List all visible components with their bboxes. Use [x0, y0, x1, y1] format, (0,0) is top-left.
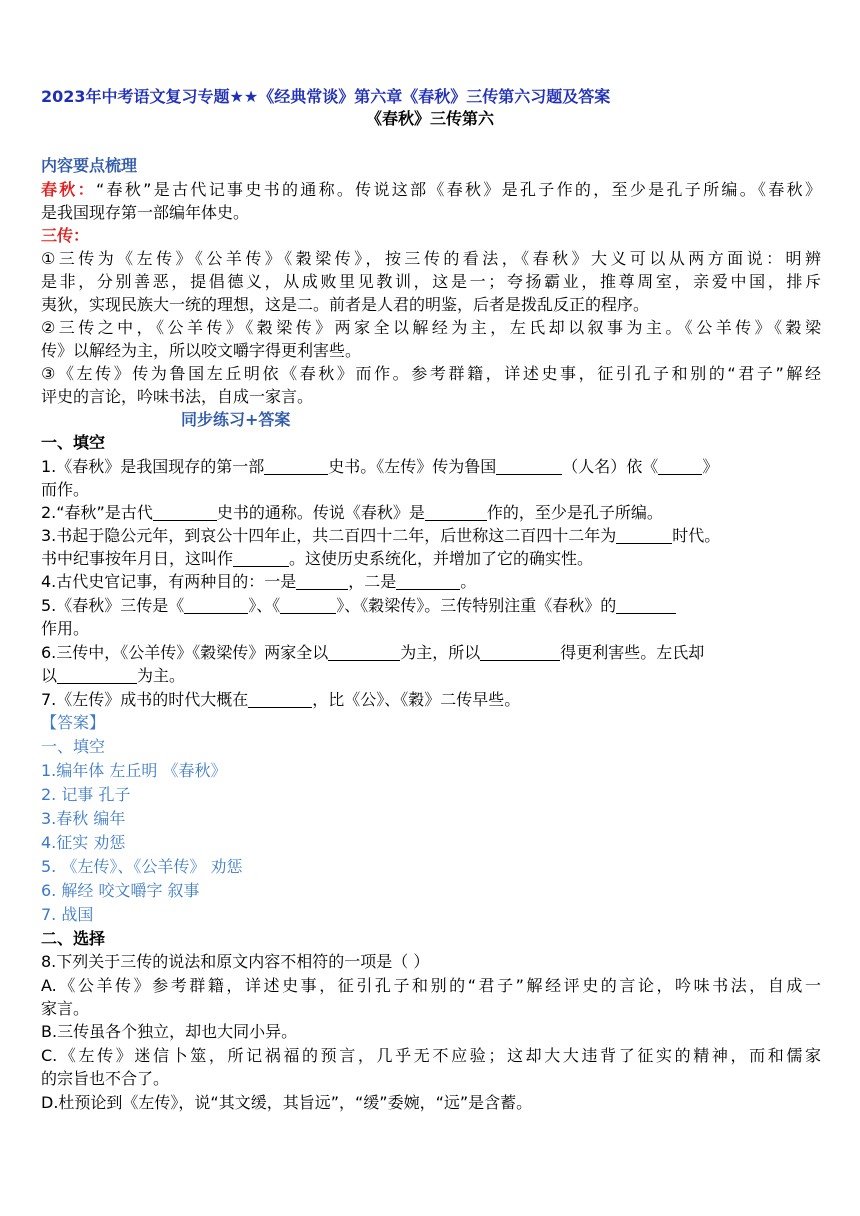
q2-blank-2[interactable] [425, 504, 487, 521]
question-3-line-1 [41, 524, 821, 547]
q1-blank-3[interactable] [658, 458, 702, 475]
q5-text-b: 》、《 [248, 596, 281, 615]
q4-text-c: 。 [460, 572, 477, 591]
option-d[interactable] [41, 1091, 821, 1114]
answer-6: 6. 解经 咬文嚼字 叙事 [41, 881, 200, 900]
question-7 [41, 688, 821, 711]
option-a-text-2: 家言。 [41, 999, 90, 1018]
answer-3: 3.春秋 编年 [41, 809, 126, 828]
answers-subheading: 一、填空 [41, 737, 106, 756]
question-6-line-1 [41, 641, 821, 664]
question-5-line-1 [41, 594, 821, 617]
q4-text-b: ，二是 [348, 572, 397, 591]
q3-text-b: 时代。 [672, 526, 721, 545]
q1-text-e: 而作。 [41, 480, 90, 499]
q1-blank-1[interactable] [264, 458, 328, 475]
sanzhuan-label: 三传： [41, 226, 90, 245]
practice-heading: 同步练习+答案 [181, 410, 291, 429]
option-b-label: B. [41, 1022, 58, 1041]
summary-p2-line-2: 传》以解经为主，所以咬文嚼字得更利害些。 [41, 341, 362, 360]
summary-heading: 内容要点梳理 [41, 156, 138, 175]
document-subtitle: 《春秋》三传第六 [365, 109, 494, 128]
q6-text-e: 为主。 [137, 666, 186, 685]
q5-text-c: 》、《穀梁传》。三传特别注重《春秋》的 [336, 596, 617, 615]
q1-text-a: 1.《春秋》是我国现存的第一部 [41, 457, 265, 476]
summary-p3-line-1: ③《左传》传为鲁国左丘明依《春秋》而作。参考群籍，详述史事，征引孔子和别的“君子”解经 [41, 364, 821, 383]
answer-2: 2. 记事 孔子 [41, 785, 131, 804]
q2-text-a: 2.“春秋”是古代 [41, 503, 153, 522]
option-c-line-1[interactable] [41, 1044, 821, 1067]
q4-text-a: 4.古代史官记事，有两种目的：一是 [41, 572, 297, 591]
summary-p2-line-1: ②三传之中，《公羊传》《穀梁传》两家全以解经为主，左氏却以叙事为主。《公羊传》《穀梁 [41, 318, 821, 337]
q1-text-b: 史书。《左传》传为鲁国 [328, 457, 497, 476]
chunqiu-line-1 [41, 178, 821, 201]
q6-blank-1[interactable] [328, 644, 400, 661]
option-c-text-2: 的宗旨也不合了。 [41, 1069, 170, 1088]
q6-text-d: 以 [41, 666, 58, 685]
q6-text-b: 为主，所以 [400, 643, 481, 662]
chunqiu-text-1: “春秋”是古代记事史书的通称。传说这部《春秋》是孔子作的，至少是孔子所编。《春秋》 [95, 180, 821, 199]
q3-text-a: 3.书起于隐公元年，到哀公十四年止，共二百四十二年，后世称这二百四十二年为 [41, 526, 617, 545]
choice-heading: 二、选择 [41, 929, 106, 948]
q5-blank-2[interactable] [280, 597, 336, 614]
answer-5: 5. 《左传》、《公羊传》 劝惩 [41, 857, 243, 876]
q5-blank-3[interactable] [616, 597, 676, 614]
q5-text-a: 5.《春秋》三传是《 [41, 596, 185, 615]
question-6-line-2 [41, 664, 821, 687]
q7-text-b: ，比《公》、《穀》二传早些。 [312, 690, 521, 709]
q2-blank-1[interactable] [153, 504, 217, 521]
summary-p3-line-2: 评史的言论，吟味书法，自成一家言。 [41, 387, 314, 406]
q3-text-c: 书中纪事按年月日，这叫作 [41, 549, 234, 568]
chunqiu-label: 春秋： [41, 180, 96, 199]
q5-blank-1[interactable] [184, 597, 248, 614]
q4-blank-2[interactable] [396, 573, 460, 590]
q2-text-b: 史书的通称。传说《春秋》是 [216, 503, 425, 522]
q7-blank-1[interactable] [248, 691, 312, 708]
q3-text-d: 。这使历史系统化，并增加了它的确实性。 [289, 549, 594, 568]
option-b-text: 三传虽各个独立，却也大同小异。 [57, 1022, 298, 1041]
answer-4: 4.征实 劝惩 [41, 833, 126, 852]
question-8: 8.下列关于三传的说法和原文内容不相符的一项是（ ） [41, 952, 430, 971]
document-title: 2023年中考语文复习专题★★《经典常谈》第六章《春秋》三传第六习题及答案 [41, 87, 611, 106]
q1-text-c: （人名）依《 [562, 457, 659, 476]
option-d-text: 杜预论到《左传》，说“其文缓，其旨远”，“缓”委婉，“远”是含蓄。 [58, 1093, 533, 1112]
q1-blank-2[interactable] [496, 458, 562, 475]
option-c-text-1: 《左传》迷信卜筮，所记祸福的预言，几乎无不应验；这却大大违背了征实的精神，而和儒家 [57, 1046, 821, 1065]
q4-blank-1[interactable] [296, 573, 348, 590]
answers-heading: 【答案】 [41, 713, 106, 732]
q7-text-a: 7.《左传》成书的时代大概在 [41, 690, 249, 709]
q6-blank-3[interactable] [57, 667, 137, 684]
q5-text-d: 作用。 [41, 619, 90, 638]
question-3-line-2 [41, 547, 821, 570]
question-1-line-1 [41, 455, 821, 478]
q6-text-a: 6.三传中，《公羊传》《穀梁传》两家全以 [41, 643, 329, 662]
option-a-text-1: 《公羊传》参考群籍，详述史事，征引孔子和别的“君子”解经评史的言论，吟味书法，自成一 [56, 976, 821, 995]
q6-blank-2[interactable] [480, 644, 560, 661]
q3-blank-2[interactable] [233, 550, 289, 567]
q2-text-c: 作的，至少是孔子所编。 [486, 503, 663, 522]
option-a-line-1[interactable] [41, 974, 821, 997]
summary-p1-line-3: 夷狄，实现民族大一统的理想，这是二。前者是人君的明鉴，后者是拨乱反正的程序。 [41, 295, 650, 314]
option-b[interactable] [41, 1020, 821, 1043]
option-a-label: A. [41, 976, 57, 995]
option-c-label: C. [41, 1046, 58, 1065]
answer-1: 1.编年体 左丘明 《春秋》 [41, 761, 227, 780]
summary-p1-line-2: 是非，分别善恶，提倡德义，从成败里见教训，这是一；夸扬霸业，推尊周室，亲爱中国，排斥 [41, 272, 821, 291]
summary-p1-line-1: ①三传为《左传》《公羊传》《穀梁传》，按三传的看法，《春秋》大义可以从两方面说：明辨 [41, 249, 821, 268]
option-d-label: D. [41, 1093, 59, 1112]
question-2 [41, 501, 821, 524]
q6-text-c: 得更利害些。左氏却 [560, 643, 705, 662]
q1-text-d: 》 [702, 457, 719, 476]
answer-7: 7. 战国 [41, 905, 94, 924]
fill-heading: 一、填空 [41, 433, 106, 452]
question-4 [41, 570, 821, 593]
q3-blank-1[interactable] [616, 527, 672, 544]
chunqiu-text-2: 是我国现存第一部编年体史。 [41, 203, 250, 222]
